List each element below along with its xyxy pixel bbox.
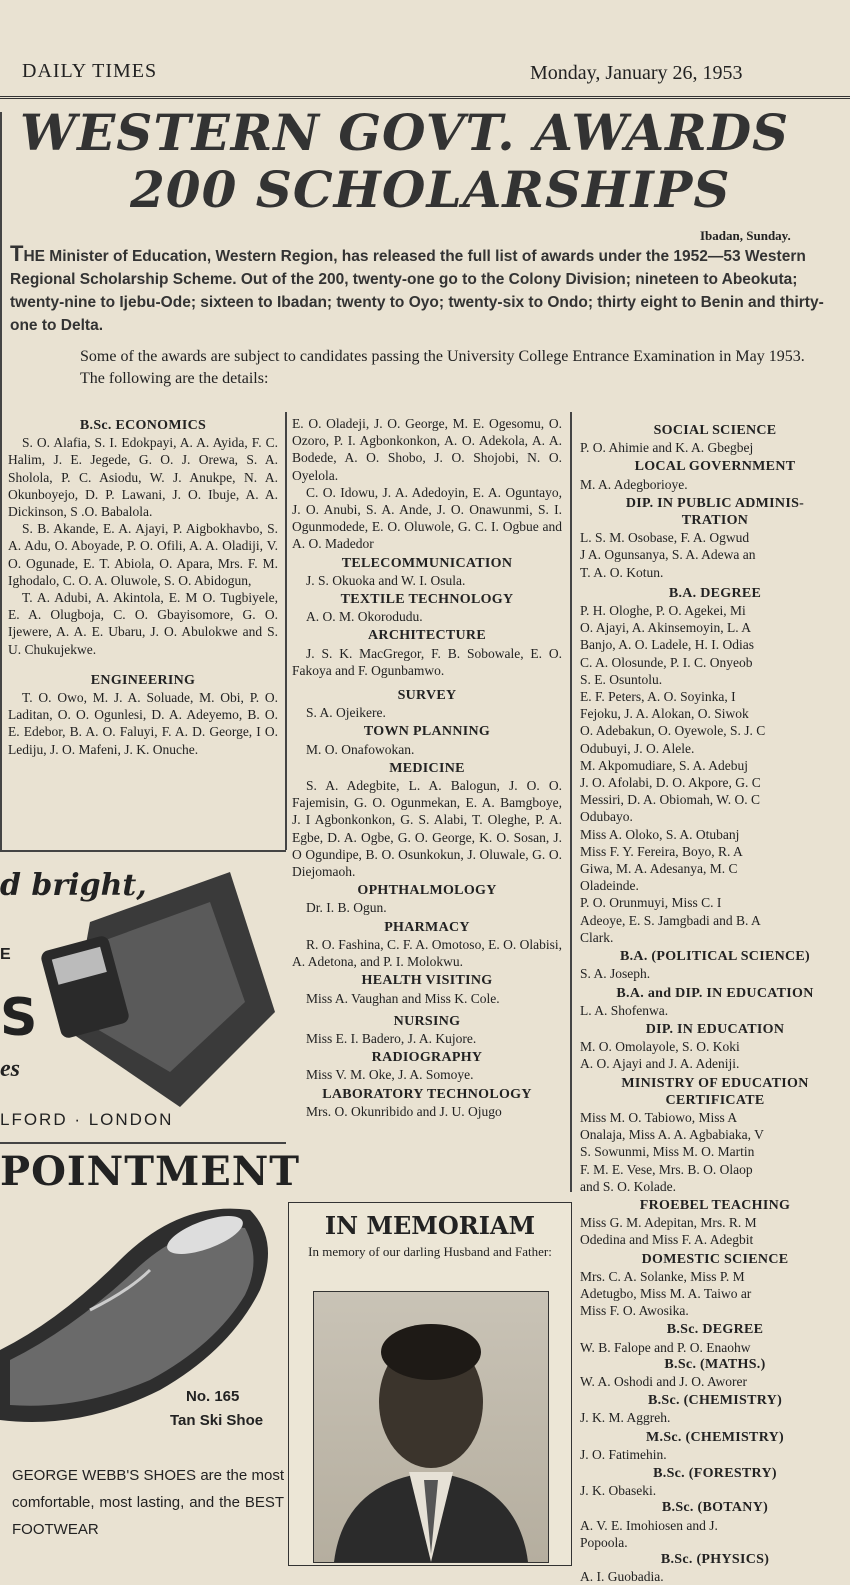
- name-line: M. A. Adegborioye.: [580, 476, 688, 492]
- section-heading: OPHTHALMOLOGY: [357, 883, 497, 899]
- name-line: Fejoku, J. A. Alokan, O. Siwok: [580, 706, 749, 722]
- section-heading: DIP. IN EDUCATION: [645, 1021, 785, 1037]
- name-line: Mrs. C. A. Solanke, Miss P. M: [580, 1268, 745, 1284]
- ad-brand-fragment-2: es: [0, 1056, 20, 1082]
- column-1: [8, 415, 278, 758]
- ad-slogan: d bright,: [0, 868, 147, 903]
- name-list: J. S. K. MacGregor, F. B. Sobowale, E. O. Fakoya and F. Ogunbamwo.: [292, 645, 562, 678]
- name-line: S. Sowunmi, Miss M. O. Martin: [580, 1144, 755, 1160]
- name-line: Odubayo.: [580, 809, 633, 825]
- name-line: Miss F. Y. Fereira, Boyo, R. A: [580, 843, 743, 859]
- name-list: S. A. Adegbite, L. A. Balogun, J. O. O. Fajemisin, G. O. Ogunmekan, E. A. Bamgboye, J. I Agbonkonkon, G. S. Alabi, T. Oleghe, P. A. Egbe, D. A. Ogbe, G. O. George, K. O. Sosan, J. O Ogundipe, B. O. Osunkokun, J. Oluwale, G. O. Diejomaoh.: [292, 778, 562, 880]
- name-list: M. O. Onafowokan.: [306, 741, 415, 757]
- dateline: Ibadan, Sunday.: [700, 228, 791, 243]
- name-line: Giwa, M. A. Adesanya, M. C: [580, 861, 738, 877]
- name-line: S. A. Joseph.: [580, 966, 651, 982]
- name-line: Miss G. M. Adepitan, Mrs. R. M: [580, 1215, 757, 1231]
- column-rule: [285, 412, 287, 850]
- name-line: L. A. Shofenwa.: [580, 1002, 669, 1018]
- ad-brand-fragment: S: [0, 988, 38, 1048]
- section-heading: M.Sc. (CHEMISTRY): [646, 1429, 784, 1445]
- intro-p2: The following are the details:: [80, 370, 269, 387]
- section-heading: HEALTH VISITING: [361, 973, 493, 989]
- newspaper-name: DAILY TIMES: [22, 60, 158, 82]
- name-line: P. O. Ahimie and K. A. Gbegbej: [580, 440, 754, 456]
- section-heading: MINISTRY OF EDUCATION: [621, 1075, 809, 1091]
- name-line: E. F. Peters, A. O. Soyinka, I: [580, 689, 736, 705]
- ad-copy: GEORGE WEBB'S SHOES are the most comfortable, most lasting, and the BEST FOOTWEAR: [12, 1467, 284, 1538]
- shoe-model-number: No. 165: [186, 1388, 240, 1405]
- intro-p1: Some of the awards are subject to candidates passing the University College Entrance Examination in May 1953.: [80, 348, 805, 365]
- section-heading: B.Sc. (FORESTRY): [653, 1465, 777, 1481]
- section-heading: CERTIFICATE: [665, 1092, 765, 1108]
- name-line: W. B. Falope and P. O. Enaohw: [580, 1339, 751, 1355]
- name-line: Onalaja, Miss A. A. Agbabiaka, V: [580, 1127, 764, 1143]
- name-line: L. S. M. Osobase, F. A. Ogwud: [580, 530, 750, 546]
- name-line: A. V. E. Imohiosen and J.: [580, 1517, 718, 1533]
- name-line: M. O. Omolayole, S. O. Koki: [580, 1039, 740, 1055]
- section-heading: B.Sc. (MATHS.): [664, 1356, 766, 1372]
- name-line: Clark.: [580, 929, 614, 945]
- name-list: S. O. Alafia, S. I. Edokpayi, A. A. Ayida, F. C. Halim, J. E. Jegede, G. O. J. Orewa, S. A. Sholola, P. C. Asiodu, W. J. Anukpe, N. A. Okunboyejo, D. P. Lawani, J. O. Ibuje, A. A. Dickinson, S .O. Babalola.: [8, 435, 278, 520]
- name-list: T. O. Owo, M. J. A. Soluade, M. Obi, P. O. Laditan, O. O. Ogunlesi, D. A. Adeyemo, B. O. E. Edebor, B. A. O. Faluyi, F. A. D. George, I O. Lediju, J. O. Mafeni, J. K. Onuche.: [8, 690, 278, 757]
- shoe-name: Tan Ski Shoe: [170, 1412, 264, 1429]
- name-line: Miss F. O. Awosika.: [580, 1303, 689, 1319]
- lead-text: HE Minister of Education, Western Region, has released the full list of awards under the 1952—53 Western Regional Scholarship Scheme. Out of the 200, twenty-one go to the Colony Division; nineteen to Abeokuta; twenty-nine to Ijebu-Ode; sixteen to Ibadan; twenty to Oyo; twenty-six to Ondo; thirty eight to Benin and thirty-one to Delta.: [10, 248, 824, 334]
- name-list: S. B. Akande, E. A. Ajayi, P. Aigbokhavbo, S. A. Adu, O. Aboyade, P. O. Ofili, A. A. Oladiji, V. O. Ogunade, E. T. Abiola, O. Apara, Mrs. F. M. Ighodalo, C. O. A. Oluwole, S. O. Abidogun,: [8, 521, 278, 588]
- name-line: T. A. O. Kotun.: [580, 564, 664, 580]
- ad-heading: POINTMENT: [0, 1148, 301, 1195]
- name-line: J. O. Afolabi, D. O. Akpore, G. C: [580, 775, 761, 791]
- section-heading: B.Sc. ECONOMICS: [79, 418, 207, 433]
- column-2: [292, 415, 562, 1120]
- name-line: Messiri, D. A. Obiomah, W. O. C: [580, 792, 761, 808]
- portrait-illustration: [314, 1292, 548, 1562]
- section-rule: [0, 1142, 286, 1144]
- section-heading: RADIOGRAPHY: [371, 1050, 483, 1066]
- section-heading: B.Sc. (PHYSICS): [660, 1552, 770, 1567]
- name-line: S. E. Osuntolu.: [580, 671, 663, 687]
- column-rule: [0, 112, 2, 852]
- name-list: Miss V. M. Oke, J. A. Somoye.: [306, 1067, 474, 1083]
- column-rule: [570, 412, 572, 1192]
- name-line: O. Ajayi, A. Akinsemoyin, L. A: [580, 620, 752, 636]
- headline-line-2: 200 SCHOLARSHIPS: [130, 160, 731, 219]
- name-line: A. I. Guobadia.: [580, 1569, 664, 1585]
- section-heading: ENGINEERING: [90, 672, 196, 688]
- name-list: T. A. Adubi, A. Akintola, E. M O. Tugbiyele, E. A. Olugboja, C. O. Gbayisomore, G. O. Ijewere, A. A. E. Ubaru, J. O. Abulokwe and S. U. Chukujekwe.: [8, 590, 278, 657]
- section-heading: TEXTILE TECHNOLOGY: [340, 592, 514, 608]
- section-heading: ARCHITECTURE: [368, 628, 486, 644]
- name-line: C. A. Olosunde, P. I. C. Onyeob: [580, 654, 753, 670]
- name-list: Miss A. Vaughan and Miss K. Cole.: [306, 990, 500, 1006]
- section-heading: B.A. (POLITICAL SCIENCE): [619, 949, 810, 965]
- name-list: C. O. Idowu, J. A. Adedoyin, E. A. Oguntayo, J. O. Anubi, S. A. Ande, J. O. Onawunmi, S. I. Ogunmodede, E. O. Oluwole, G. C. I. Ogbue and A. O. Madedor: [292, 484, 562, 552]
- name-line: J. K. M. Aggreh.: [580, 1410, 671, 1426]
- section-heading: MEDICINE: [389, 760, 465, 776]
- name-line: P. H. Ologhe, P. O. Agekei, Mi: [580, 603, 746, 619]
- memoriam-title: IN MEMORIAM: [324, 1211, 536, 1240]
- name-line: M. Akpomudiare, S. A. Adebuj: [580, 757, 748, 773]
- section-heading: TOWN PLANNING: [363, 724, 491, 740]
- name-list: J. S. Okuoka and W. I. Osula.: [306, 572, 466, 588]
- section-heading: B.Sc. (BOTANY): [661, 1500, 769, 1516]
- name-list: R. O. Fashina, C. F. A. Omotoso, E. O. Olabisi, A. Adetona, and P. I. Molokwu.: [292, 936, 562, 970]
- name-line: Odubuyi, J. O. Alele.: [580, 740, 695, 756]
- name-line: W. A. Oshodi and J. O. Aworer: [580, 1373, 748, 1389]
- intro-paragraphs: [22, 346, 842, 390]
- name-line: P. O. Orunmuyi, Miss C. I: [580, 895, 722, 911]
- name-line: Adetugbo, Miss M. A. Taiwo ar: [580, 1285, 752, 1301]
- name-list: A. O. M. Okorodudu.: [306, 609, 423, 625]
- issue-date: Monday, January 26, 1953: [530, 62, 743, 84]
- name-line: J A. Ogunsanya, S. A. Adewa an: [580, 547, 756, 563]
- section-heading: B.A. and DIP. IN EDUCATION: [616, 985, 814, 1001]
- name-list: S. A. Ojeikere.: [306, 705, 386, 721]
- name-line: J. O. Fatimehin.: [580, 1446, 667, 1462]
- name-line: A. O. Ajayi and J. A. Adeniji.: [580, 1056, 740, 1072]
- drop-cap: T: [10, 241, 24, 266]
- section-heading: B.Sc. DEGREE: [666, 1322, 764, 1338]
- section-heading: DOMESTIC SCIENCE: [641, 1251, 789, 1267]
- section-heading: PHARMACY: [384, 919, 470, 935]
- section-heading: NURSING: [393, 1013, 461, 1029]
- name-line: Banjo, A. O. Ladele, H. I. Odias: [580, 637, 754, 653]
- name-line: and S. O. Kolade.: [580, 1178, 676, 1194]
- headline-line-1: WESTERN GOVT. AWARDS: [20, 103, 790, 162]
- name-line: O. Adebakun, O. Oyewole, S. J. C: [580, 723, 766, 739]
- section-heading: LOCAL GOVERNMENT: [634, 459, 796, 475]
- section-heading: SURVEY: [397, 688, 457, 704]
- ad-fragment: E: [0, 946, 11, 963]
- name-line: Odedina and Miss F. A. Adegbit: [580, 1232, 754, 1248]
- section-heading: SOCIAL SCIENCE: [653, 423, 777, 438]
- portrait-photo: [313, 1291, 549, 1563]
- section-heading: B.A. DEGREE: [668, 585, 762, 601]
- name-list: E. O. Oladeji, J. O. George, M. E. Ogesomu, O. Ozoro, P. I. Agbonkonkon, A. O. Adekola, A. A. Bodede, A. O. Shobo, J. O. Shojobi, N. O. Oyelola.: [292, 416, 562, 483]
- section-heading: FROEBEL TEACHING: [639, 1197, 791, 1213]
- section-heading: TELECOMMUNICATION: [341, 555, 513, 571]
- name-line: Popoola.: [580, 1534, 628, 1550]
- column-3: [580, 420, 850, 1585]
- name-list: Miss E. I. Badero, J. A. Kujore.: [306, 1030, 477, 1046]
- memoriam-text: In memory of our darling Husband and Father:: [308, 1244, 552, 1259]
- name-line: Oladeinde.: [580, 878, 639, 894]
- ad-location: LFORD · LONDON: [0, 1110, 174, 1129]
- name-line: Adeoye, E. S. Jamgbadi and B. A: [580, 912, 761, 928]
- lead-paragraph: [10, 242, 840, 337]
- name-list: Dr. I. B. Ogun.: [306, 900, 387, 916]
- in-memoriam-box: [288, 1202, 572, 1566]
- name-line: Miss M. O. Tabiowo, Miss A: [580, 1109, 738, 1125]
- section-heading: DIP. IN PUBLIC ADMINIS-: [625, 495, 805, 511]
- section-heading: TRATION: [681, 513, 749, 529]
- section-heading: LABORATORY TECHNOLOGY: [322, 1086, 532, 1102]
- name-line: J. K. Obaseki.: [580, 1483, 657, 1499]
- masthead: [0, 52, 850, 99]
- section-heading: B.Sc. (CHEMISTRY): [647, 1393, 783, 1409]
- name-list: Mrs. O. Okunribido and J. U. Ojugo: [306, 1103, 502, 1119]
- name-line: Miss A. Oloko, S. A. Otubanj: [580, 826, 740, 842]
- name-line: F. M. E. Vese, Mrs. B. O. Olaop: [580, 1161, 753, 1177]
